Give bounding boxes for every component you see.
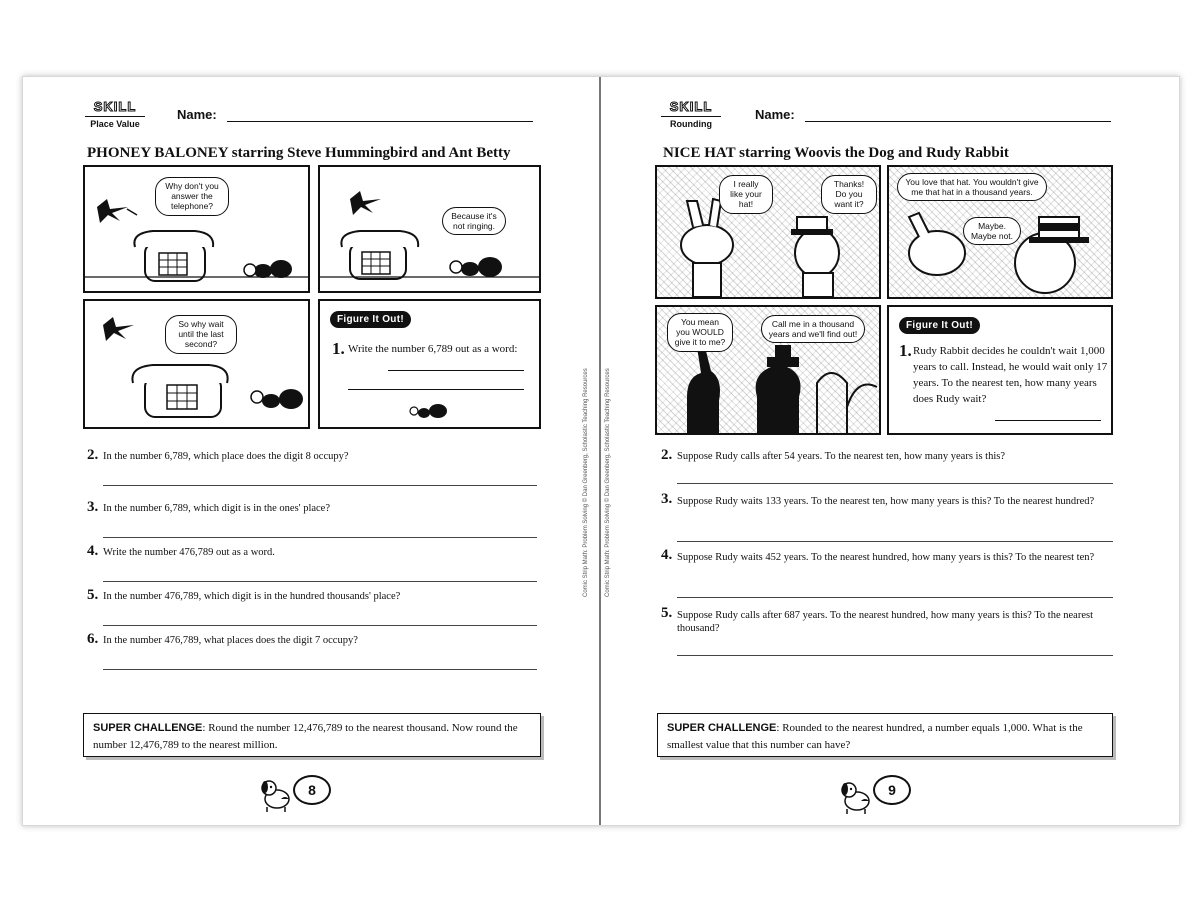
figure-it-out-panel — [318, 299, 541, 429]
question-number: 3. — [87, 499, 99, 515]
speech-bubble: Because it's not ringing. — [442, 207, 506, 235]
speech-bubble: You love that hat. You wouldn't give me that hat in a thousand years. — [897, 173, 1047, 201]
question-number: 1. — [899, 341, 912, 360]
copyright-credit: Comic Strip Math: Problem Solving © Dan Greenberg, Scholastic Teaching Resources — [583, 368, 589, 597]
super-challenge-text: : Round the number 12,476,789 to the nearest thousand. Now round the number 12,476,789 to the nearest million. — [93, 722, 518, 751]
speech-bubble: Thanks! Do you want it? — [821, 175, 877, 214]
super-challenge-box — [83, 713, 541, 757]
figure-it-out-badge: Figure It Out! — [899, 317, 980, 334]
figure-it-out-panel — [887, 305, 1113, 435]
speech-bubble: I really like your hat! — [719, 175, 773, 214]
super-challenge-label: SUPER CHALLENGE — [667, 722, 777, 734]
comic-panel-2 — [318, 165, 541, 293]
dog-mascot-icon — [837, 779, 877, 815]
question-number: 5. — [87, 587, 99, 603]
skill-tag — [661, 99, 721, 129]
name-line[interactable] — [227, 121, 533, 122]
page-number: 9 — [873, 775, 911, 805]
question-number: 5. — [661, 605, 673, 621]
answer-line[interactable] — [677, 541, 1113, 542]
skill-word: SKILL — [93, 99, 137, 114]
question-text: Write the number 6,789 out as a word: — [348, 343, 518, 355]
question-text: Suppose Rudy calls after 687 years. To the nearest hundred, how many years is this? To the nearest thousand? — [677, 610, 1093, 634]
hummingbird-and-ant-illustration — [320, 167, 541, 293]
answer-line[interactable] — [103, 625, 537, 626]
speech-bubble: Why don't you answer the telephone? — [155, 177, 229, 216]
question-text: In the number 6,789, which digit is in the ones' place? — [103, 503, 331, 514]
speech-bubble: Call me in a thousand years and we'll find out! — [761, 315, 865, 343]
skill-topic: Rounding — [661, 116, 721, 129]
page-number: 8 — [293, 775, 331, 805]
question-number: 3. — [661, 491, 673, 507]
question-text: Suppose Rudy calls after 54 years. To the nearest ten, how many years is this? — [677, 451, 1005, 462]
question-number: 6. — [87, 631, 99, 647]
speech-bubble: You mean you WOULD give it to me? — [667, 313, 733, 352]
answer-line[interactable] — [995, 420, 1101, 421]
question-text: In the number 476,789, what places does the digit 7 occupy? — [103, 635, 358, 646]
skill-word: SKILL — [669, 99, 713, 114]
comic-title: NICE HAT starring Woovis the Dog and Rudy Rabbit — [663, 145, 1009, 161]
question-number: 1. — [332, 339, 345, 358]
name-label: Name: — [177, 107, 217, 122]
comic-panel-1 — [655, 165, 881, 299]
question-text: Write the number 476,789 out as a word. — [103, 547, 275, 558]
super-challenge-text: : Rounded to the nearest hundred, a number equals 1,000. What is the smallest value that this number can have? — [667, 722, 1083, 751]
answer-line[interactable] — [103, 581, 537, 582]
question-number: 2. — [87, 447, 99, 463]
super-challenge-label: SUPER CHALLENGE — [93, 722, 203, 734]
question-text: In the number 476,789, which digit is in the hundred thousands' place? — [103, 591, 401, 602]
question-text: Rudy Rabbit decides he couldn't wait 1,000 years to call. Instead, he would wait only 17 years. To the nearest ten, how many years does Rudy wait? — [913, 345, 1108, 405]
skill-topic: Place Value — [85, 116, 145, 129]
speech-bubble: Maybe. Maybe not. — [963, 217, 1021, 245]
answer-line[interactable] — [103, 485, 537, 486]
name-line[interactable] — [805, 121, 1111, 122]
question-number: 4. — [87, 543, 99, 559]
question-text: Suppose Rudy waits 452 years. To the nearest hundred, how many years is this? To the nearest ten? — [677, 552, 1095, 563]
question-number: 2. — [661, 447, 673, 463]
comic-panel-3 — [655, 305, 881, 435]
left-page — [23, 77, 599, 825]
speech-bubble: So why wait until the last second? — [165, 315, 237, 354]
question-number: 4. — [661, 547, 673, 563]
answer-line[interactable] — [677, 597, 1113, 598]
ant-icon — [320, 301, 541, 429]
dog-mascot-icon — [257, 777, 297, 813]
answer-line[interactable] — [103, 537, 537, 538]
comic-panel-2 — [887, 165, 1113, 299]
open-workbook — [22, 76, 1180, 826]
comic-title: PHONEY BALONEY starring Steve Hummingbird and Ant Betty — [87, 145, 511, 161]
answer-line[interactable] — [677, 483, 1113, 484]
comic-panel-1 — [83, 165, 310, 293]
super-challenge-box — [657, 713, 1113, 757]
comic-panel-3 — [83, 299, 310, 429]
right-page — [601, 77, 1177, 825]
copyright-credit: Comic Strip Math: Problem Solving © Dan Greenberg, Scholastic Teaching Resources — [605, 368, 611, 597]
question-text: In the number 6,789, which place does the digit 8 occupy? — [103, 451, 349, 462]
answer-line[interactable] — [103, 669, 537, 670]
answer-line[interactable] — [677, 655, 1113, 656]
question-text: Suppose Rudy waits 133 years. To the nearest ten, how many years is this? To the nearest hundred? — [677, 496, 1095, 507]
figure-it-out-badge: Figure It Out! — [330, 311, 411, 328]
name-label: Name: — [755, 107, 795, 122]
skill-tag — [85, 99, 145, 129]
